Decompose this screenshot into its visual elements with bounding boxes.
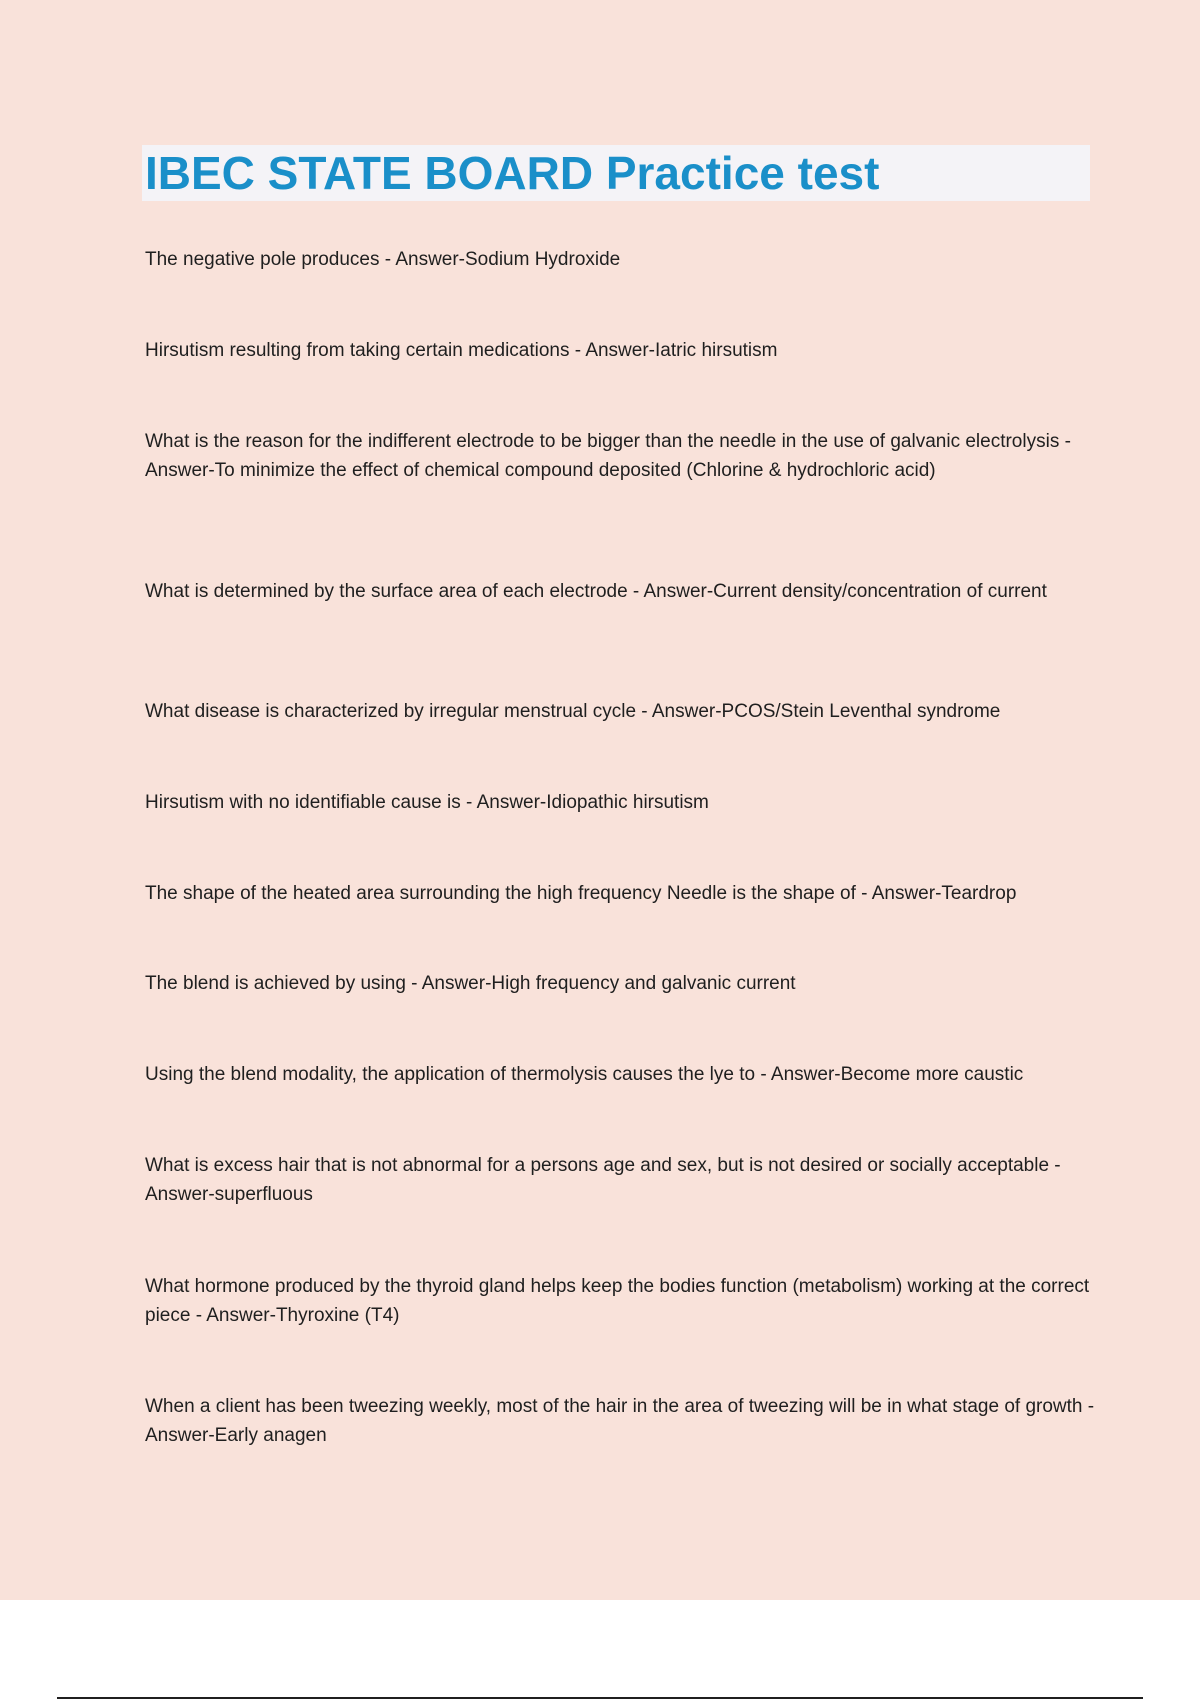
page-title: IBEC STATE BOARD Practice test bbox=[145, 147, 880, 199]
qa-item-10: What is excess hair that is not abnormal for a persons age and sex, but is not desired or socially acceptable - Answer-superfluous bbox=[145, 1155, 1061, 1205]
qa-item-5: What disease is characterized by irregular menstrual cycle - Answer-PCOS/Stein Leventhal syndrome bbox=[145, 701, 1001, 722]
qa-item-1: The negative pole produces - Answer-Sodium Hydroxide bbox=[145, 249, 621, 270]
qa-item-7: The shape of the heated area surrounding the high frequency Needle is the shape of - Answer-Teardrop bbox=[145, 883, 1017, 904]
qa-item-3: What is the reason for the indifferent electrode to be bigger than the needle in the use of galvanic electrolysis - Answer-To minimize the effect of chemical compound deposited (Chlorine & hydrochloric acid) bbox=[145, 431, 1071, 481]
footer-divider bbox=[57, 1697, 1143, 1699]
qa-item-2: Hirsutism resulting from taking certain medications - Answer-Iatric hirsutism bbox=[145, 340, 778, 361]
qa-item-9: Using the blend modality, the application of thermolysis causes the lye to - Answer-Become more caustic bbox=[145, 1064, 1024, 1085]
qa-item-6: Hirsutism with no identifiable cause is - Answer-Idiopathic hirsutism bbox=[145, 792, 709, 813]
qa-item-4: What is determined by the surface area of each electrode - Answer-Current density/concentration of current bbox=[145, 581, 1047, 602]
qa-item-12: When a client has been tweezing weekly, most of the hair in the area of tweezing will be in what stage of growth - Answer-Early anagen bbox=[145, 1396, 1095, 1446]
qa-item-8: The blend is achieved by using - Answer-High frequency and galvanic current bbox=[145, 973, 796, 994]
qa-item-11: What hormone produced by the thyroid gland helps keep the bodies function (metabolism) working at the correct piece - Answer-Thyroxine (T4) bbox=[145, 1276, 1090, 1326]
